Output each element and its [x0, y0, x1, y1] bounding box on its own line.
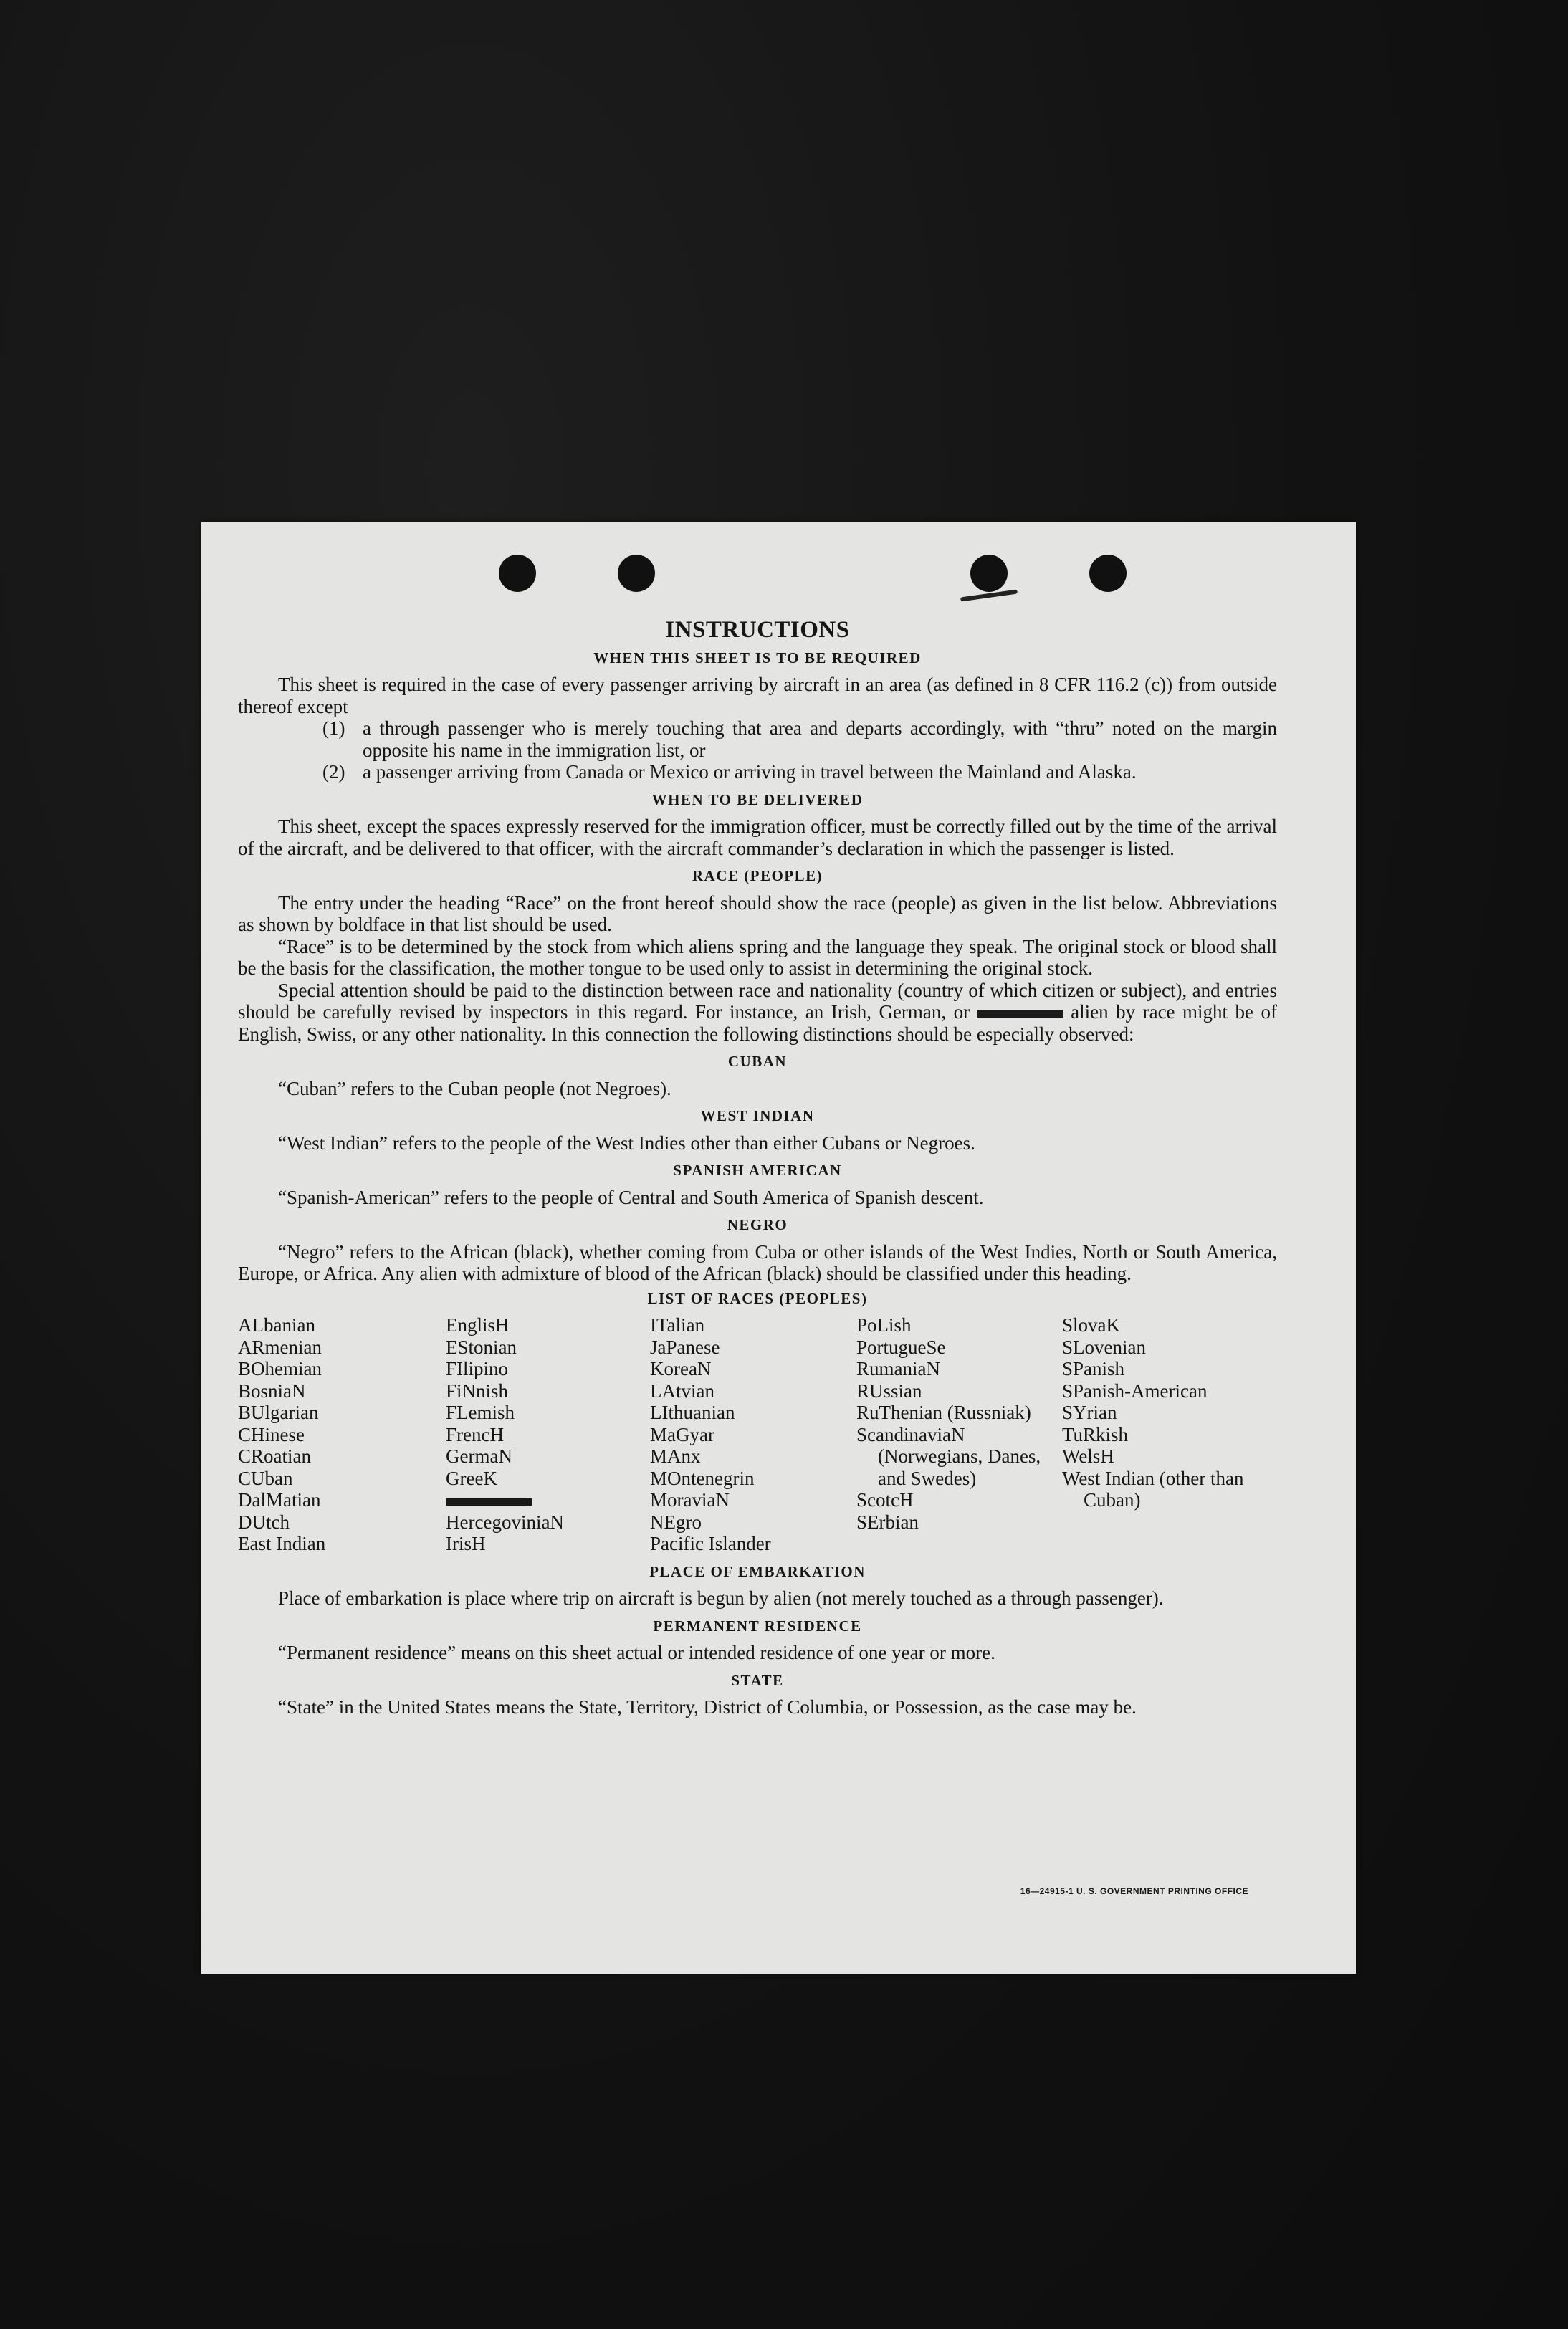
race-item: West Indian (other than Cuban)	[1062, 1467, 1244, 1511]
race-item: FLemish	[446, 1402, 515, 1423]
section-heading-race: RACE (PEOPLE)	[692, 867, 823, 884]
race-item: PortugueSe	[856, 1336, 946, 1358]
race-item: BOhemian	[238, 1358, 322, 1379]
race-column-5	[1062, 1314, 1277, 1555]
race-item: CUban	[238, 1467, 293, 1489]
residence-text: “Permanent residence” means on this sheet actual or intended residence of one year or more.	[278, 1642, 995, 1663]
race-item: LIthuanian	[650, 1402, 735, 1423]
cuban-text: “Cuban” refers to the Cuban people (not Negroes).	[278, 1077, 671, 1099]
race-item: CHinese	[238, 1423, 305, 1445]
race-paragraph-3	[238, 980, 1277, 1046]
required-intro: This sheet is required in the case of every passenger arriving by aircraft in an area (as defined in 8 CFR 116.2 (c)) from outside thereof except	[238, 674, 1277, 717]
race-item: ALbanian	[238, 1314, 315, 1336]
race-item: DUtch	[238, 1511, 290, 1533]
race-item: SYrian	[1062, 1402, 1117, 1423]
printer-imprint: 16—24915-1 U. S. GOVERNMENT PRINTING OFFICE	[1020, 1886, 1248, 1896]
race-item: EStonian	[446, 1336, 517, 1358]
item-text: a through passenger who is merely touching that area and departs accordingly, with “thru” noted on the margin opposite his name in the immigration list, or	[363, 717, 1277, 761]
race-item: SlovaK	[1062, 1314, 1120, 1336]
race-item: RumaniaN	[856, 1358, 940, 1379]
section-heading-required: WHEN THIS SHEET IS TO BE REQUIRED	[593, 649, 922, 666]
race-item: GermaN	[446, 1445, 512, 1467]
race-item: FIlipino	[446, 1358, 509, 1379]
race-item: ARmenian	[238, 1336, 322, 1358]
race-paragraph-1: The entry under the heading “Race” on the front hereof should show the race (people) as given in the list below. Abbreviations as shown by boldface in that list should be used.	[238, 891, 1277, 935]
section-heading-list: LIST OF RACES (PEOPLES)	[647, 1289, 868, 1307]
item-number: (1)	[322, 717, 345, 739]
race-item: MaGyar	[650, 1423, 714, 1445]
race-paragraph-2: “Race” is to be determined by the stock from which aliens spring and the language they speak. The original stock or blood shall be the basis for the classification, the mother tongue to be used only to assist in determining the original stock.	[238, 935, 1277, 979]
punch-hole	[970, 555, 1008, 592]
section-heading-state: STATE	[731, 1671, 784, 1689]
race-item: MoraviaN	[650, 1489, 730, 1511]
race-paragraph-3-end: alien by race might be of English, Swiss, or any other nationality. In this connection the following distinctions should be especially observed:	[238, 1001, 1278, 1045]
section-heading-delivered: WHEN TO BE DELIVERED	[651, 790, 864, 808]
redaction-mark	[977, 1010, 1063, 1018]
race-item: RuThenian (Russniak)	[856, 1402, 1031, 1423]
race-item: PoLish	[856, 1314, 912, 1336]
race-item: TuRkish	[1062, 1423, 1129, 1445]
race-item: WelsH	[1062, 1445, 1114, 1467]
west-indian-text: “West Indian” refers to the people of the West Indies other than either Cubans or Negroes.	[278, 1132, 975, 1154]
race-item: FrencH	[446, 1423, 504, 1445]
race-item: Pacific Islander	[650, 1533, 771, 1554]
race-item: ITalian	[650, 1314, 705, 1336]
race-item: LAtvian	[650, 1379, 714, 1402]
punch-hole	[618, 555, 655, 592]
race-item: DalMatian	[238, 1489, 321, 1511]
race-item: ScotcH	[856, 1489, 914, 1511]
race-item: SLovenian	[1062, 1336, 1146, 1358]
race-column-4	[856, 1314, 1062, 1555]
section-heading-residence: PERMANENT RESIDENCE	[653, 1617, 862, 1635]
race-item: FiNnish	[446, 1379, 509, 1402]
document-body	[238, 619, 1277, 1718]
state-text: “State” in the United States means the State, Territory, District of Columbia, or Possession, as the case may be.	[278, 1696, 1137, 1718]
race-item-redacted	[446, 1489, 650, 1511]
punch-hole	[499, 555, 536, 592]
delivered-text: This sheet, except the spaces expressly reserved for the immigration officer, must be correctly filled out by the time of the arrival of the aircraft, and be delivered to that officer, with the aircraft commander’s declaration in which the passenger is listed.	[238, 816, 1277, 859]
embarkation-text: Place of embarkation is place where trip on aircraft is begun by alien (not merely touched as a through passenger).	[278, 1587, 1164, 1609]
race-column-3	[650, 1314, 856, 1555]
race-item: MAnx	[650, 1445, 701, 1467]
race-item: GreeK	[446, 1467, 497, 1489]
required-item-2	[322, 761, 1277, 783]
spanish-american-text: “Spanish-American” refers to the people of Central and South America of Spanish descent.	[278, 1186, 984, 1208]
race-item: CRoatian	[238, 1445, 311, 1467]
race-item: JaPanese	[650, 1336, 720, 1358]
section-heading-west-indian: WEST INDIAN	[700, 1107, 815, 1124]
race-list	[238, 1314, 1277, 1555]
required-item-1	[322, 717, 1277, 761]
item-text: a passenger arriving from Canada or Mexico or arriving in travel between the Mainland and Alaska.	[363, 761, 1137, 783]
race-item: NEgro	[650, 1511, 702, 1533]
race-item: MOntenegrin	[650, 1467, 755, 1489]
race-column-1	[238, 1314, 446, 1555]
punch-hole	[1089, 555, 1127, 592]
instruction-sheet	[201, 522, 1356, 1974]
section-heading-negro: NEGRO	[727, 1216, 788, 1233]
race-item: BosniaN	[238, 1379, 306, 1402]
negro-text: “Negro” refers to the African (black), whether coming from Cuba or other islands of the West Indies, North or South America, Europe, or Africa. Any alien with admixture of blood of the African (black) should be classified under this heading.	[238, 1240, 1277, 1284]
race-item: EnglisH	[446, 1314, 510, 1336]
race-item: SPanish-American	[1062, 1379, 1208, 1402]
page-title: INSTRUCTIONS	[665, 617, 850, 643]
race-item: East Indian	[238, 1533, 326, 1554]
race-item: IrisH	[446, 1533, 486, 1554]
section-heading-spanish-american: SPANISH AMERICAN	[673, 1162, 842, 1179]
race-item: ScandinaviaN (Norwegians, Danes, and Swedes)	[856, 1423, 1041, 1489]
race-item: SErbian	[856, 1511, 919, 1533]
item-number: (2)	[322, 761, 345, 783]
race-paragraph-3-start: Special attention should be paid to the distinction between race and nationality (country of which citizen or subject), and entries should be carefully revised by inspectors in this regard. For instance, an Irish, German, or	[238, 979, 1277, 1023]
section-heading-embarkation: PLACE OF EMBARKATION	[649, 1562, 866, 1580]
section-heading-cuban: CUBAN	[727, 1053, 788, 1070]
race-item: SPanish	[1062, 1358, 1125, 1379]
redaction-mark	[446, 1498, 532, 1506]
race-item: HercegoviniaN	[446, 1511, 564, 1533]
race-item: KoreaN	[650, 1358, 712, 1379]
race-item: BUlgarian	[238, 1402, 319, 1423]
race-column-2	[446, 1314, 650, 1555]
race-item: RUssian	[856, 1379, 922, 1402]
